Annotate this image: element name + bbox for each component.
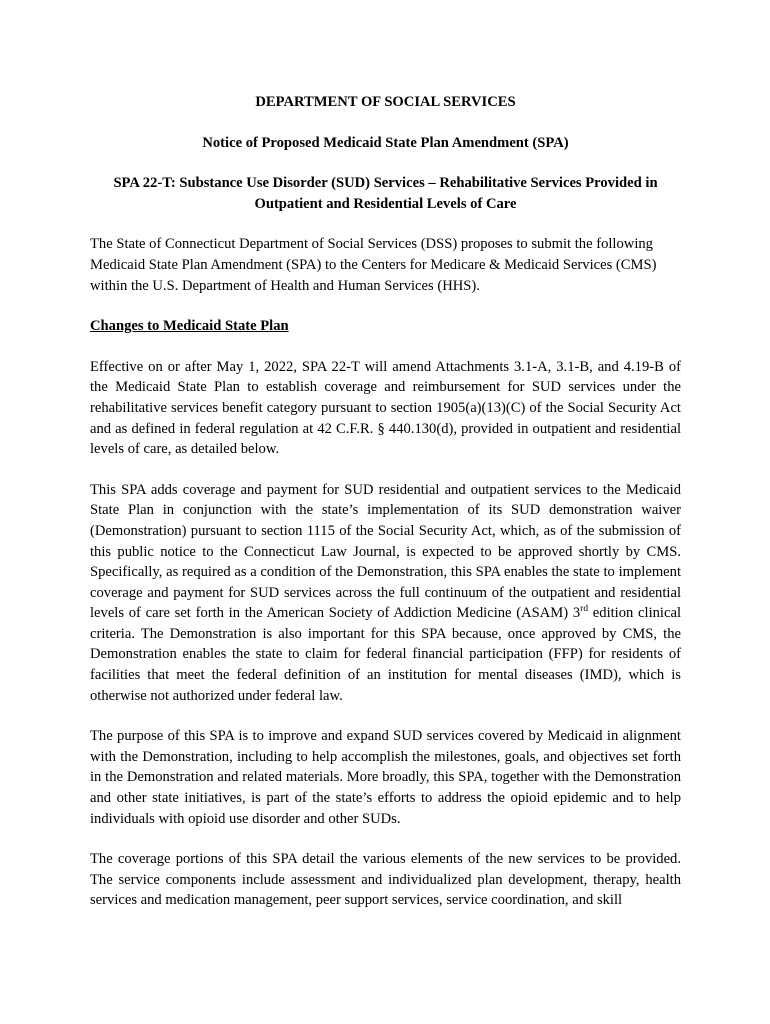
paragraph-coverage-demonstration — [90, 480, 681, 707]
paragraph-effective-date: Effective on or after May 1, 2022, SPA 22-T will amend Attachments 3.1-A, 3.1-B, and 4.19-B of the Medicaid State Plan to establish coverage and reimbursement for SUD services under the rehabilitative services benefit category pursuant to section 1905(a)(13)(C) of the Social Security Act and as defined in federal regulation at 42 C.F.R. § 440.130(d), provided in outpatient and residential levels of care, as detailed below. — [90, 358, 681, 458]
notice-title: Notice of Proposed Medicaid State Plan Amendment (SPA) — [202, 134, 569, 151]
paragraph-2-text-a: This SPA adds coverage and payment for SUD residential and outpatient services to the Medicaid State Plan in conjunction with the state’s implementation of its SUD demonstration waiver (Demonstration) pursuant to section 1115 of the Social Security Act, which, as of the submission of this public notice to the Connecticut Law Journal, is expected to be approved shortly by CMS. Specifically, as required as a condition of the Demonstration, this SPA enables the state to implement coverage and payment for SUD services across the full continuum of the outpatient and residential levels of care set forth in the American Society of Addiction Medicine (ASAM) 3 — [90, 481, 681, 622]
paragraph-coverage-portions: The coverage portions of this SPA detail the various elements of the new services to be provided. The service components include assessment and individualized plan development, therapy, health services and medication management, peer support services, service coordination, and skill — [90, 851, 681, 909]
ordinal-superscript: rd — [580, 604, 589, 615]
paragraph-purpose: The purpose of this SPA is to improve and expand SUD services covered by Medicaid in alignment with the Demonstration, including to help accomplish the milestones, goals, and objectives set forth in the Demonstration and related materials. More broadly, this SPA, together with the Demonstration and other state initiatives, is part of the state’s efforts to address the opioid epidemic and to help individuals with opioid use disorder and other SUDs. — [90, 728, 681, 827]
document-page — [90, 92, 681, 931]
department-heading: DEPARTMENT OF SOCIAL SERVICES — [255, 94, 516, 110]
spa-title: SPA 22-T: Substance Use Disorder (SUD) Services – Rehabilitative Services Provided in Outpatient and Residential Levels of Care — [113, 175, 658, 212]
intro-paragraph: The State of Connecticut Department of Social Services (DSS) proposes to submit the following Medicaid State Plan Amendment (SPA) to the Centers for Medicare & Medicaid Services (CMS) within the U.S. Department of Health and Human Services (HHS). — [90, 236, 657, 294]
paragraph-2-text-b: edition clinical criteria. The Demonstration is also important for this SPA because, once approved by CMS, the Demonstration enables the state to claim for federal financial participation (FFP) for residents of facilities that meet the federal definition of an institution for mental diseases (IMD), which is otherwise not authorized under federal law. — [90, 605, 682, 704]
section-heading-changes: Changes to Medicaid State Plan — [90, 318, 289, 335]
